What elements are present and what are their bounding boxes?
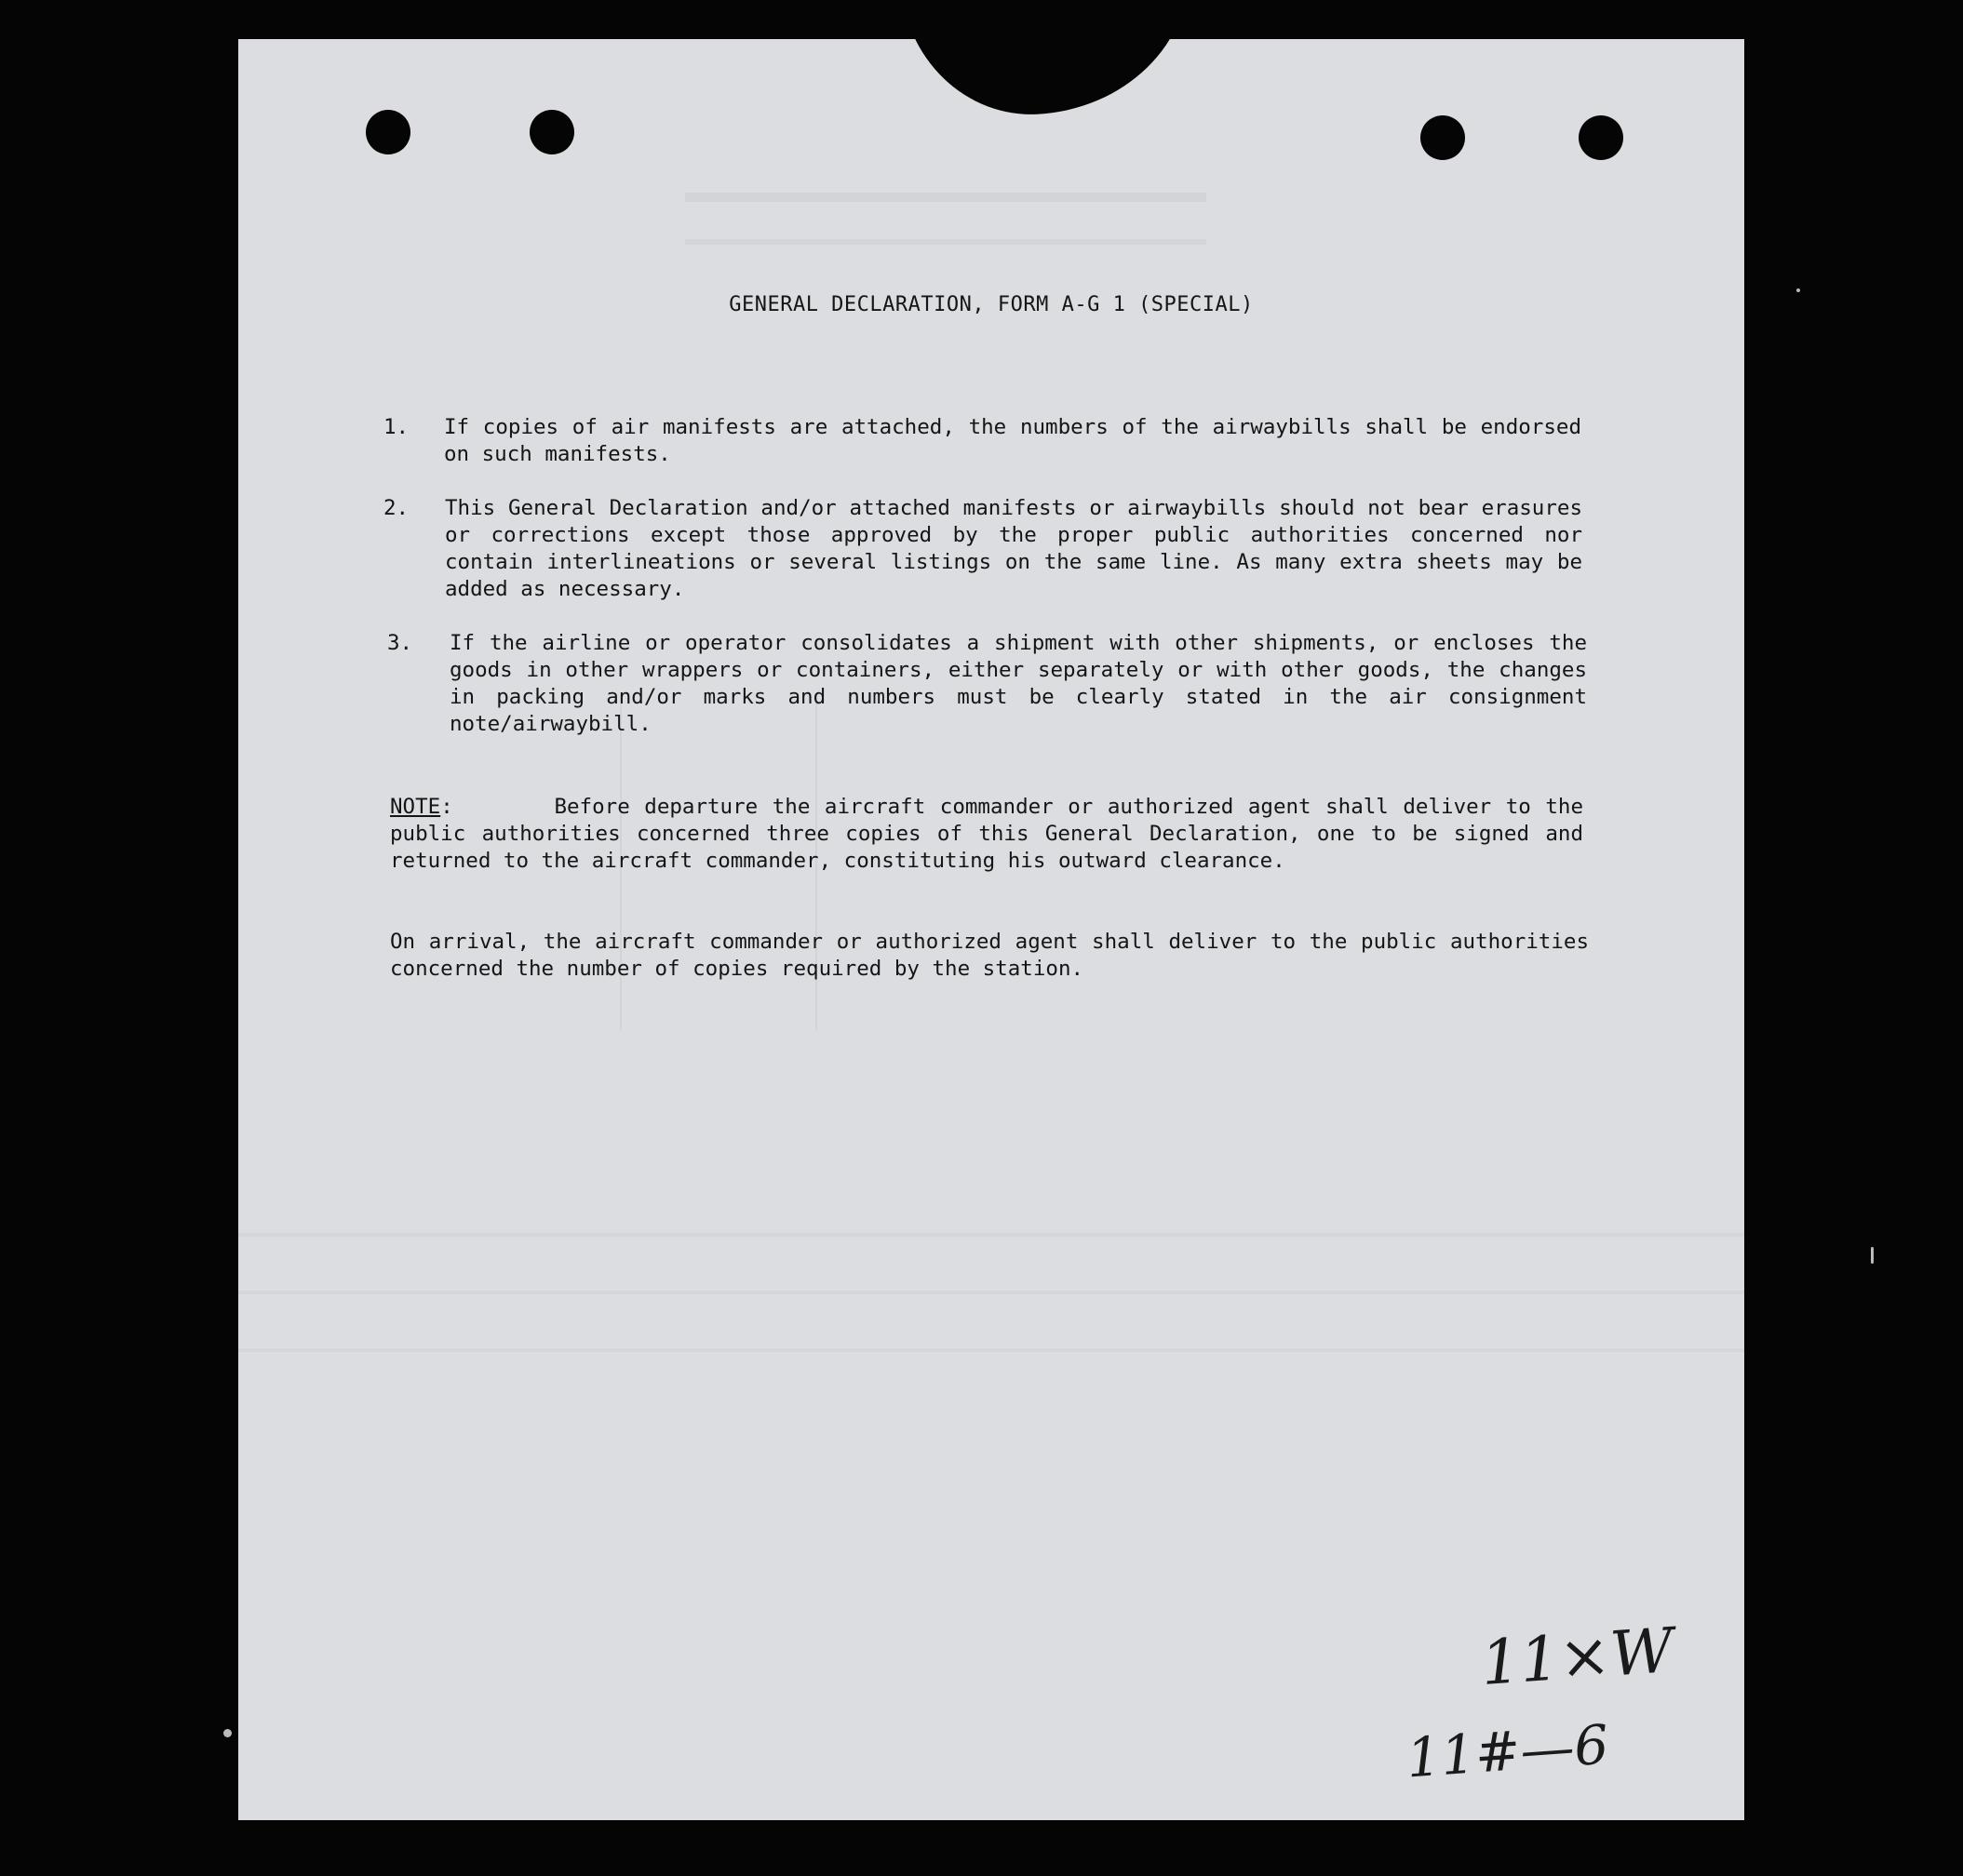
note-paragraph: NOTE: Before departure the aircraft commander or authorized agent shall deliver to the public authorities concerned three copies of this General Declaration, one to be signed and returned to the aircraft commander, constituting his outward clearance.: [390, 795, 1583, 873]
document-page: [238, 39, 1744, 1820]
handwritten-annotation: 11#—6: [1404, 1712, 1611, 1790]
note-text: Before departure the aircraft commander or authorized agent shall deliver to the public authorities concerned three copies of this General Declaration, one to be signed and returned to the aircraft commander, constituting his outward clearance.: [390, 795, 1583, 873]
item-text: If copies of air manifests are attached, the numbers of the airwaybills shall be endorsed on such manifests.: [444, 415, 1581, 466]
item-text: If the airline or operator consolidates a shipment with other shipments, or encloses the goods in other wrappers or containers, either separately or with other goods, the changes in packing and/or marks and numbers must be clearly stated in the air consignment note/airwaybill.: [450, 631, 1587, 736]
item-number: 3.: [387, 631, 413, 655]
handwritten-annotation: 11×W: [1478, 1614, 1676, 1700]
arrival-paragraph: On arrival, the aircraft commander or authorized agent shall deliver to the public authorities concerned the number of copies required by the station.: [390, 930, 1589, 981]
bleed-through-mark: [238, 1179, 1744, 1365]
bleed-through-mark: [685, 193, 1206, 245]
item-number: 2.: [383, 496, 410, 520]
scan-speck: [223, 1729, 232, 1737]
item-number: 1.: [383, 415, 410, 439]
item-text: This General Declaration and/or attached manifests or airwaybills should not bear erasures or corrections except those approved by the proper public authorities concerned nor contain interlineations or several listings on the same line. As many extra sheets may be added as necessary.: [445, 496, 1582, 601]
punch-hole: [1420, 115, 1465, 160]
scan-speck: [1871, 1247, 1874, 1264]
punch-hole: [1579, 115, 1623, 160]
torn-edge: [900, 39, 1195, 121]
note-label: NOTE: [390, 795, 441, 819]
scan-speck: [1796, 288, 1800, 292]
punch-hole: [530, 110, 574, 154]
punch-hole: [366, 110, 410, 154]
page-title: GENERAL DECLARATION, FORM A-G 1 (SPECIAL): [729, 293, 1254, 316]
